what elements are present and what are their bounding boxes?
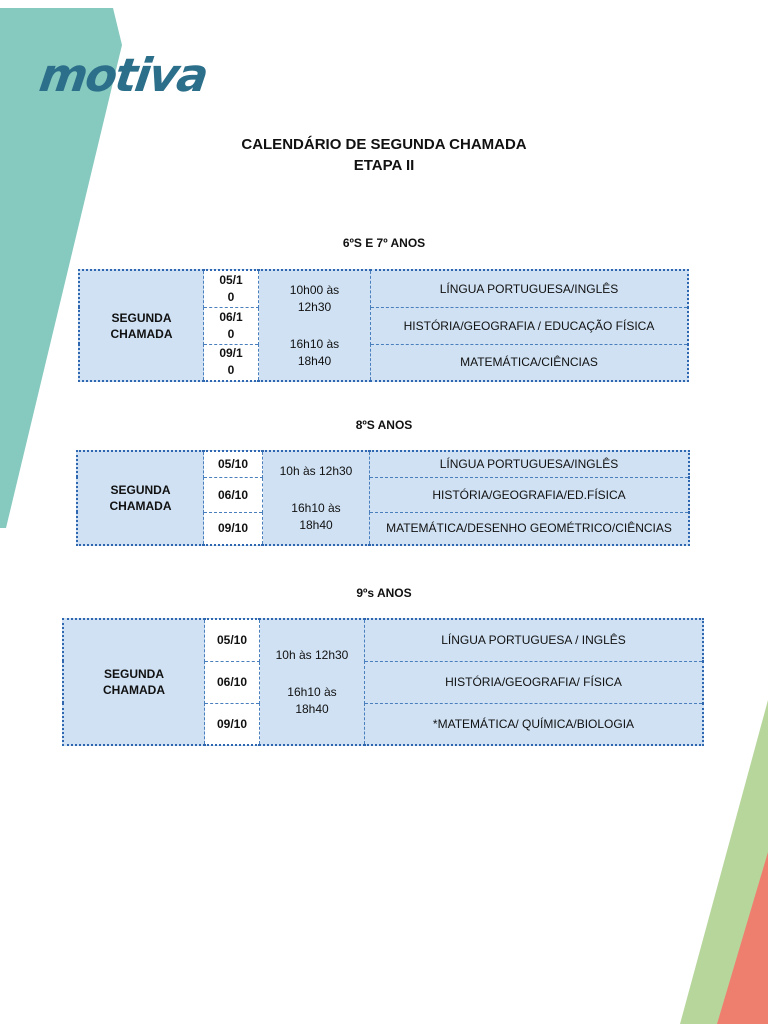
subject-cell: LÍNGUA PORTUGUESA / INGLÊS <box>365 619 704 661</box>
section-heading-6-7: 6ºS E 7º ANOS <box>342 236 426 250</box>
subject-cell: MATEMÁTICA/DESENHO GEOMÉTRICO/CIÊNCIAS <box>370 512 690 545</box>
date-cell: 09/10 <box>205 703 260 745</box>
time-cell: 10h às 12h30 16h10 às 18h40 <box>260 619 365 745</box>
section-heading-8: 8ºS ANOS <box>355 418 413 432</box>
subject-cell: LÍNGUA PORTUGUESA/INGLÊS <box>371 270 689 307</box>
page-title <box>0 134 768 176</box>
time-cell: 10h00 às 12h30 16h10 às 18h40 <box>259 270 371 381</box>
section-heading-9: 9ºs ANOS <box>356 586 412 600</box>
subject-cell: *MATEMÁTICA/ QUÍMICA/BIOLOGIA <box>365 703 704 745</box>
segunda-chamada-label: SEGUNDA CHAMADA <box>77 451 204 545</box>
title-line-2: ETAPA II <box>353 157 415 174</box>
subject-cell: HISTÓRIA/GEOGRAFIA / EDUCAÇÃO FÍSICA <box>371 307 689 344</box>
date-cell: 09/1 0 <box>204 344 259 381</box>
title-line-1: CALENDÁRIO DE SEGUNDA CHAMADA <box>241 136 527 153</box>
subject-cell: HISTÓRIA/GEOGRAFIA/ FÍSICA <box>365 661 704 703</box>
segunda-chamada-label: SEGUNDA CHAMADA <box>79 270 204 381</box>
date-cell: 05/10 <box>205 619 260 661</box>
time-cell: 10h às 12h30 16h10 às 18h40 <box>263 451 370 545</box>
date-cell: 05/1 0 <box>204 270 259 307</box>
schedule-table-6-7 <box>78 269 689 382</box>
date-cell: 06/10 <box>205 661 260 703</box>
subject-cell: MATEMÁTICA/CIÊNCIAS <box>371 344 689 381</box>
subject-cell: LÍNGUA PORTUGUESA/INGLÊS <box>370 451 690 477</box>
schedule-table-9 <box>62 618 704 746</box>
segunda-chamada-label: SEGUNDA CHAMADA <box>63 619 205 745</box>
date-cell: 05/10 <box>204 451 263 477</box>
date-cell: 06/1 0 <box>204 307 259 344</box>
date-cell: 09/10 <box>204 512 263 545</box>
schedule-table-8 <box>76 450 690 546</box>
date-cell: 06/10 <box>204 477 263 512</box>
subject-cell: HISTÓRIA/GEOGRAFIA/ED.FÍSICA <box>370 477 690 512</box>
motiva-logo: motiva <box>36 48 211 102</box>
